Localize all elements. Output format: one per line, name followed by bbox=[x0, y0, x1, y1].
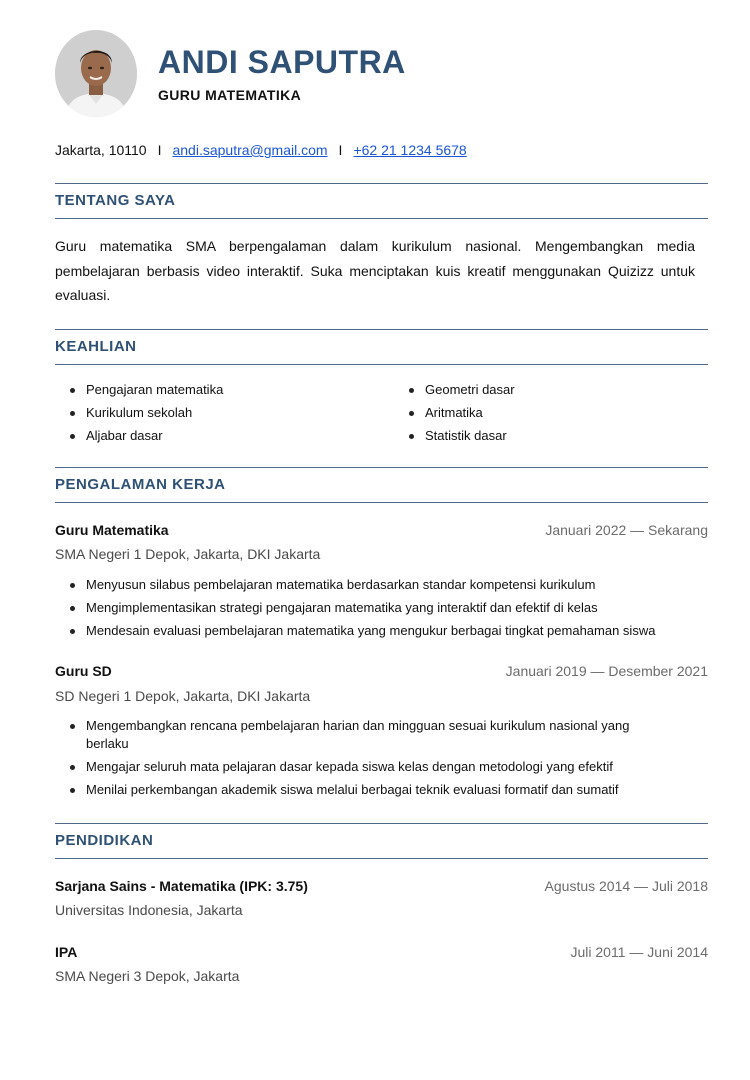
job-bullet: Mengembangkan rencana pembelajaran harian dan mingguan sesuai kurikulum nasional yang berlaku bbox=[55, 717, 675, 753]
education-dates: Juli 2011 — Juni 2014 bbox=[570, 944, 708, 960]
contact-location: Jakarta, 10110 bbox=[55, 142, 147, 158]
job-title: GURU MATEMATIKA bbox=[158, 87, 302, 103]
education-dates: Agustus 2014 — Juli 2018 bbox=[544, 878, 708, 894]
job-role: Guru Matematika bbox=[55, 522, 169, 538]
section-header-skills bbox=[55, 329, 708, 365]
contact-separator: I bbox=[157, 142, 162, 158]
section-header-education bbox=[55, 823, 708, 859]
job-header bbox=[55, 662, 708, 680]
skill-item: Aljabar dasar bbox=[55, 428, 163, 444]
skill-item: Kurikulum sekolah bbox=[55, 405, 192, 421]
skill-item: Statistik dasar bbox=[394, 428, 507, 444]
job-bullets bbox=[55, 717, 708, 799]
job-dates: Januari 2019 — Desember 2021 bbox=[505, 663, 708, 679]
email-link[interactable]: andi.saputra@gmail.com bbox=[172, 142, 328, 158]
job-role: Guru SD bbox=[55, 663, 112, 679]
education-school: SMA Negeri 3 Depok, Jakarta bbox=[55, 968, 240, 984]
job-dates: Januari 2022 — Sekarang bbox=[545, 522, 708, 538]
job-bullets bbox=[55, 576, 708, 640]
job-bullet: Mendesain evaluasi pembelajaran matematika yang mengukur berbagai tingkat pemahaman siswa bbox=[55, 622, 675, 640]
job-organization: SMA Negeri 1 Depok, Jakarta, DKI Jakarta bbox=[55, 546, 321, 562]
job-bullet: Mengimplementasikan strategi pengajaran matematika yang interaktif dan efektif di kelas bbox=[55, 599, 675, 617]
section-header-experience bbox=[55, 467, 708, 503]
education-header bbox=[55, 877, 708, 895]
profile-photo bbox=[55, 30, 137, 117]
education-header bbox=[55, 943, 708, 961]
section-title: TENTANG SAYA bbox=[55, 192, 176, 209]
job-bullet: Mengajar seluruh mata pelajaran dasar kepada siswa kelas dengan metodologi yang efektif bbox=[55, 758, 675, 776]
phone-link[interactable]: +62 21 1234 5678 bbox=[353, 142, 467, 158]
job-header bbox=[55, 521, 708, 539]
job-organization: SD Negeri 1 Depok, Jakarta, DKI Jakarta bbox=[55, 688, 311, 704]
summary-text: Guru matematika SMA berpengalaman dalam kurikulum nasional. Mengembangkan media pembelajaran berbasis video interaktif. Suka menciptakan kuis kreatif menggunakan Quizizz untuk evaluasi. bbox=[55, 238, 695, 303]
contact-separator: I bbox=[338, 142, 343, 158]
contact-line bbox=[55, 141, 467, 159]
education-school: Universitas Indonesia, Jakarta bbox=[55, 902, 243, 918]
section-title: PENGALAMAN KERJA bbox=[55, 476, 226, 493]
job-bullet: Menyusun silabus pembelajaran matematika berdasarkan standar kompetensi kurikulum bbox=[55, 576, 675, 594]
section-header-about bbox=[55, 183, 708, 219]
skill-item: Aritmatika bbox=[394, 405, 483, 421]
person-name: ANDI SAPUTRA bbox=[158, 44, 406, 80]
section-title: PENDIDIKAN bbox=[55, 832, 154, 849]
education-degree: Sarjana Sains - Matematika (IPK: 3.75) bbox=[55, 878, 308, 894]
avatar bbox=[55, 30, 137, 117]
section-title: KEAHLIAN bbox=[55, 338, 137, 355]
skill-item: Geometri dasar bbox=[394, 382, 515, 398]
job-bullet: Menilai perkembangan akademik siswa melalui berbagai teknik evaluasi formatif dan sumatif bbox=[55, 781, 675, 799]
education-degree: IPA bbox=[55, 944, 78, 960]
skill-item: Pengajaran matematika bbox=[55, 382, 223, 398]
